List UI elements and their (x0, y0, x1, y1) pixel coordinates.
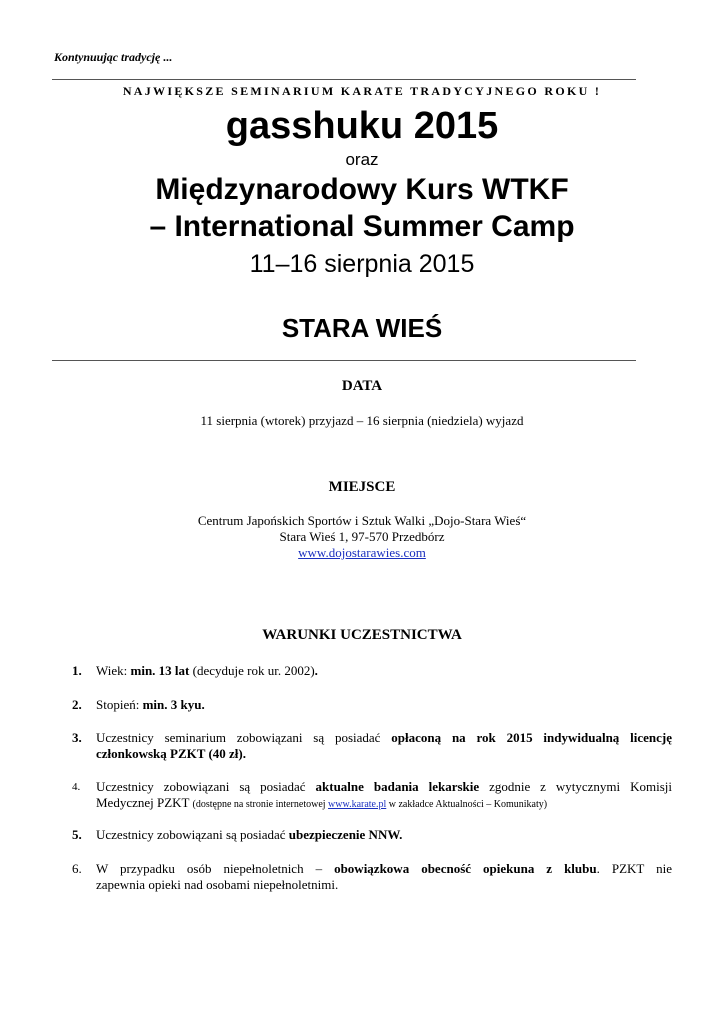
karate-website-link[interactable]: www.karate.pl (328, 799, 387, 810)
condition-text-line2 (96, 877, 672, 893)
venue-website-link-text[interactable]: www.dojostarawies.com (298, 545, 426, 560)
text-segment: (decyduje rok ur. 2002) (189, 663, 315, 678)
condition-text-line1 (96, 730, 672, 746)
condition-number: 5. (72, 827, 82, 842)
small-text-segment: (dostępne na stronie internetowej (192, 799, 329, 810)
text-segment: Stopień: (96, 697, 143, 712)
condition-text (96, 827, 672, 843)
venue-name: Centrum Japońskich Sportów i Sztuk Walki „Dojo-Stara Wieś“ (197, 513, 527, 528)
text-bold-segment: ubezpieczenie NNW. (288, 827, 403, 842)
condition-text-line1 (96, 861, 672, 877)
text-segment: Medycznej PZKT (96, 795, 193, 810)
text-bold-segment: członkowską PZKT (40 zł). (96, 746, 246, 761)
condition-number: 4. (72, 781, 81, 793)
venue-website-link (52, 545, 672, 561)
course-title-line1: Międzynarodowy Kurs WTKF (155, 173, 569, 206)
page-title: gasshuku 2015 (225, 105, 499, 147)
condition-number: 3. (72, 730, 82, 745)
data-text: 11 sierpnia (wtorek) przyjazd – 16 sierpnia (niedziela) wyjazd (200, 413, 524, 428)
condition-text-line2 (96, 746, 672, 762)
small-text-segment: w zakładce Aktualności – Komunikaty) (386, 799, 548, 810)
text-segment: W przypadku osób niepełnoletnich – (96, 861, 335, 876)
condition-text (96, 663, 672, 679)
text-bold-segment: aktualne badania lekarskie (315, 779, 480, 794)
text-bold-segment: min. 13 lat (130, 663, 190, 678)
kicker-text: Kontynuując tradycję ... (54, 50, 173, 64)
top-divider (52, 79, 636, 80)
condition-number: 6. (72, 861, 82, 876)
condition-number: 2. (72, 697, 82, 712)
condition-text-line1 (96, 779, 672, 795)
place-heading: MIEJSCE (328, 479, 396, 495)
text-segment: zgodnie z wytycznymi Komisji (479, 779, 672, 794)
condition-text (96, 697, 672, 713)
course-title-line2: – International Summer Camp (149, 210, 575, 243)
text-bold-segment: . (314, 663, 318, 678)
condition-text-line2 (96, 795, 672, 813)
text-segment: Wiek: (96, 663, 131, 678)
event-dates: 11–16 sierpnia 2015 (249, 250, 475, 278)
text-segment: zapewnia opieki nad osobami niepełnoletnimi. (96, 877, 339, 892)
subtitle: NAJWIĘKSZE SEMINARIUM KARATE TRADYCYJNEGO ROKU ! (122, 84, 602, 98)
event-location: STARA WIEŚ (281, 313, 443, 343)
text-segment: Uczestnicy zobowiązani są posiadać (96, 827, 289, 842)
text-segment: Uczestnicy zobowiązani są posiadać (96, 779, 316, 794)
text-bold-segment: obowiązkowa obecność opiekuna z klubu (334, 861, 597, 876)
venue-address: Stara Wieś 1, 97-570 Przedbórz (279, 529, 445, 544)
data-heading: DATA (341, 378, 383, 394)
condition-number: 1. (72, 663, 82, 678)
section-divider (52, 360, 636, 361)
text-segment: . PZKT nie (596, 861, 672, 876)
text-bold-segment: opłaconą na rok 2015 indywidualną licencję (391, 730, 672, 745)
text-bold-segment: min. 3 kyu. (142, 697, 205, 712)
connector-text: oraz (345, 150, 379, 169)
text-segment: Uczestnicy seminarium zobowiązani są posiadać (96, 730, 392, 745)
conditions-heading: WARUNKI UCZESTNICTWA (262, 627, 462, 643)
